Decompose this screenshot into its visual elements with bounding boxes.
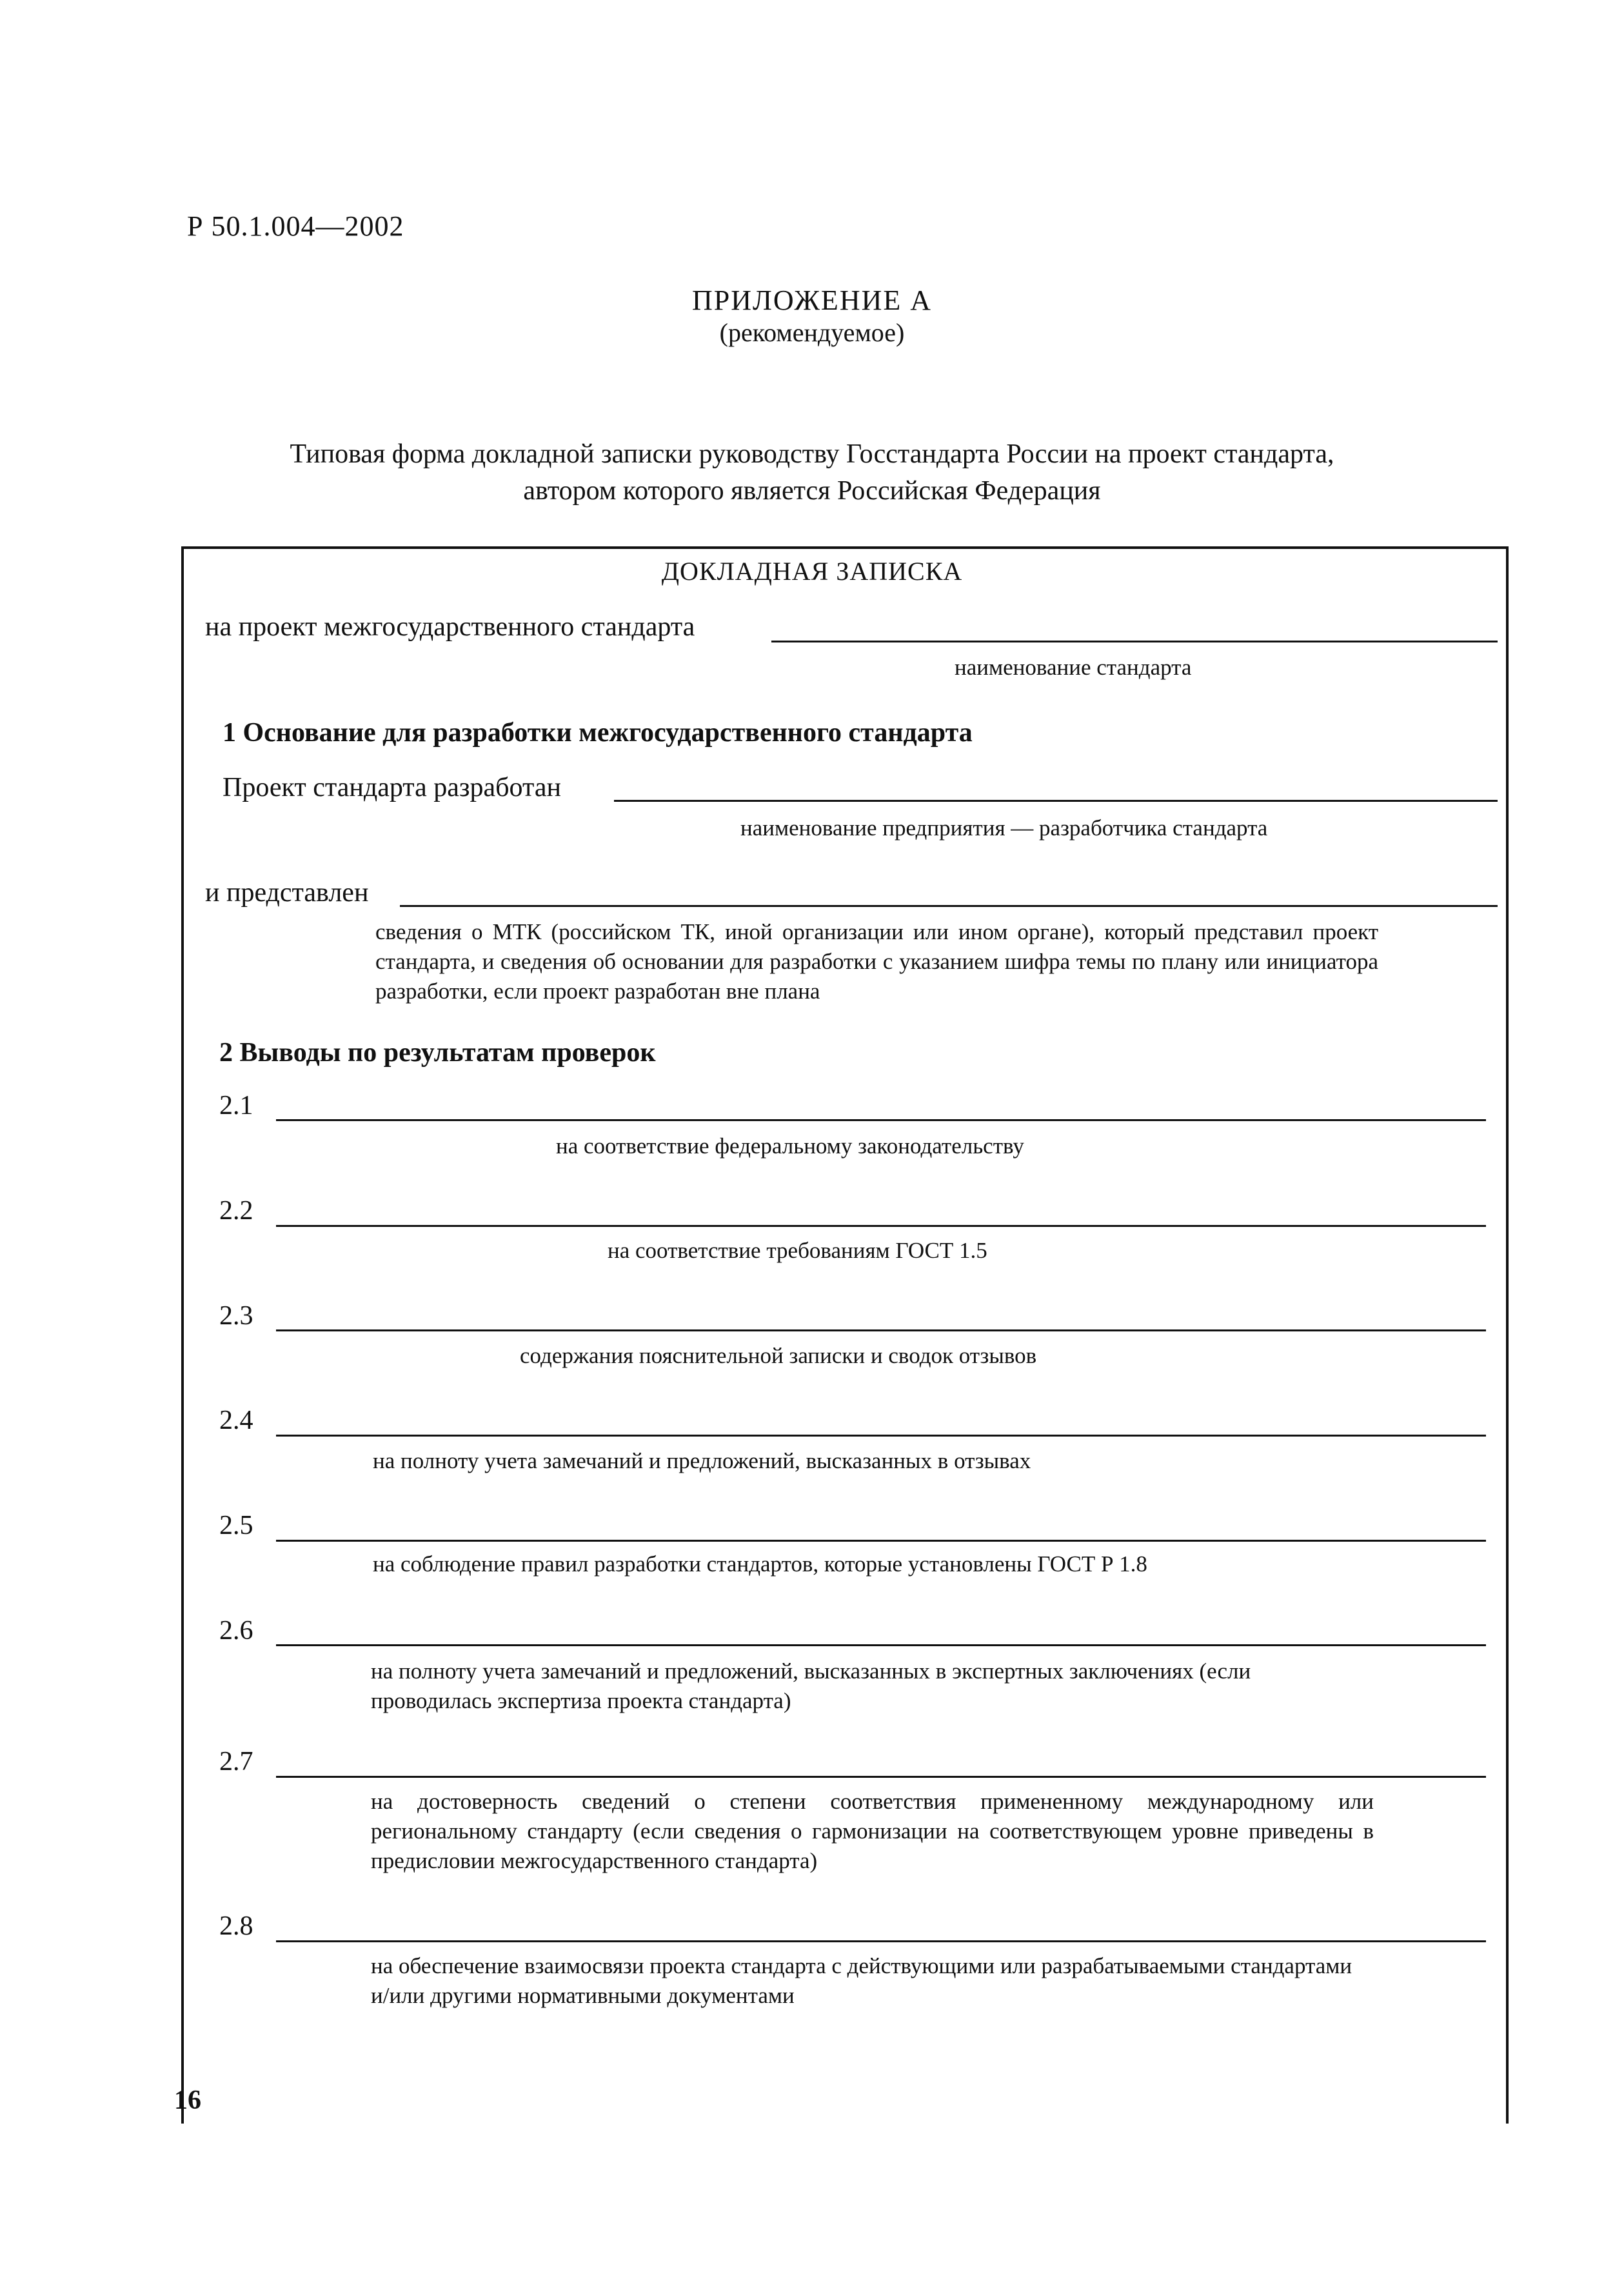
- presented-label: и представлен: [205, 878, 369, 908]
- presented-hint: сведения о МТК (российском ТК, иной организации или ином органе), который представил проект стандарта, и сведения об основании для разработки с указанием шифра темы по плану или инициатора разработки, если проект разработан вне плана: [375, 919, 1378, 1004]
- developer-field[interactable]: [614, 800, 1498, 802]
- form-frame-left: [181, 546, 184, 2124]
- document-code: Р 50.1.004—2002: [187, 210, 404, 242]
- item-2-5-number: 2.5: [219, 1511, 253, 1540]
- item-2-1-hint: на соответствие федеральному законодательству: [556, 1133, 1024, 1159]
- item-2-2-number: 2.2: [219, 1196, 253, 1226]
- item-2-4-number: 2.4: [219, 1406, 253, 1435]
- item-2-5-field[interactable]: [276, 1540, 1486, 1542]
- item-2-4-hint: на полноту учета замечаний и предложений, высказанных в отзывах: [373, 1448, 1031, 1473]
- item-2-6-number: 2.6: [219, 1616, 253, 1646]
- form-frame-right: [1506, 546, 1509, 2124]
- form-caption-line2: автором которого является Российская Федерация: [523, 476, 1101, 506]
- appendix-title: ПРИЛОЖЕНИЕ А: [691, 284, 933, 316]
- item-2-2-field[interactable]: [276, 1225, 1486, 1227]
- memo-title: ДОКЛАДНАЯ ЗАПИСКА: [661, 557, 963, 586]
- project-hint: наименование стандарта: [955, 655, 1192, 680]
- item-2-6-field[interactable]: [276, 1644, 1486, 1646]
- item-2-3-hint: содержания пояснительной записки и сводок отзывов: [520, 1343, 1037, 1368]
- project-name-field[interactable]: [771, 641, 1498, 642]
- section2-heading: 2 Выводы по результатам проверок: [219, 1038, 656, 1068]
- form-caption-line1: Типовая форма докладной записки руководству Госстандарта России на проект стандарта,: [290, 439, 1334, 469]
- item-2-5-hint: на соблюдение правил разработки стандартов, которые установлены ГОСТ Р 1.8: [373, 1551, 1147, 1577]
- item-2-7-field[interactable]: [276, 1776, 1486, 1778]
- item-2-7-hint: на достоверность сведений о степени соответствия примененному международному или региональному стандарту (если сведения о гармонизации на соответствующем уровне приведены в предисловии межгосударственного стандарта): [371, 1789, 1374, 1873]
- item-2-1-number: 2.1: [219, 1091, 253, 1120]
- item-2-1-field[interactable]: [276, 1119, 1486, 1121]
- item-2-2-hint: на соответствие требованиям ГОСТ 1.5: [608, 1238, 987, 1263]
- item-2-4-field[interactable]: [276, 1435, 1486, 1437]
- item-2-3-field[interactable]: [276, 1329, 1486, 1331]
- item-2-6-hint: на полноту учета замечаний и предложений, высказанных в экспертных заключениях (если проводилась экспертиза проекта стандарта): [371, 1658, 1251, 1713]
- developed-label: Проект стандарта разработан: [223, 773, 561, 802]
- page-number: 16: [174, 2085, 201, 2115]
- section1-heading: 1 Основание для разработки межгосударственного стандарта: [223, 718, 973, 748]
- item-2-8-hint: на обеспечение взаимосвязи проекта стандарта с действующими или разрабатываемыми стандартами и/или другими нормативными документами: [371, 1953, 1352, 2008]
- developed-hint: наименование предприятия — разработчика стандарта: [740, 815, 1268, 841]
- item-2-3-number: 2.3: [219, 1301, 253, 1331]
- presented-by-field[interactable]: [400, 905, 1498, 907]
- item-2-8-field[interactable]: [276, 1940, 1486, 1942]
- form-frame-top: [183, 546, 1507, 549]
- item-2-8-number: 2.8: [219, 1911, 253, 1941]
- appendix-subtitle: (рекомендуемое): [719, 318, 905, 347]
- item-2-7-number: 2.7: [219, 1747, 253, 1776]
- project-label: на проект межгосударственного стандарта: [205, 612, 695, 642]
